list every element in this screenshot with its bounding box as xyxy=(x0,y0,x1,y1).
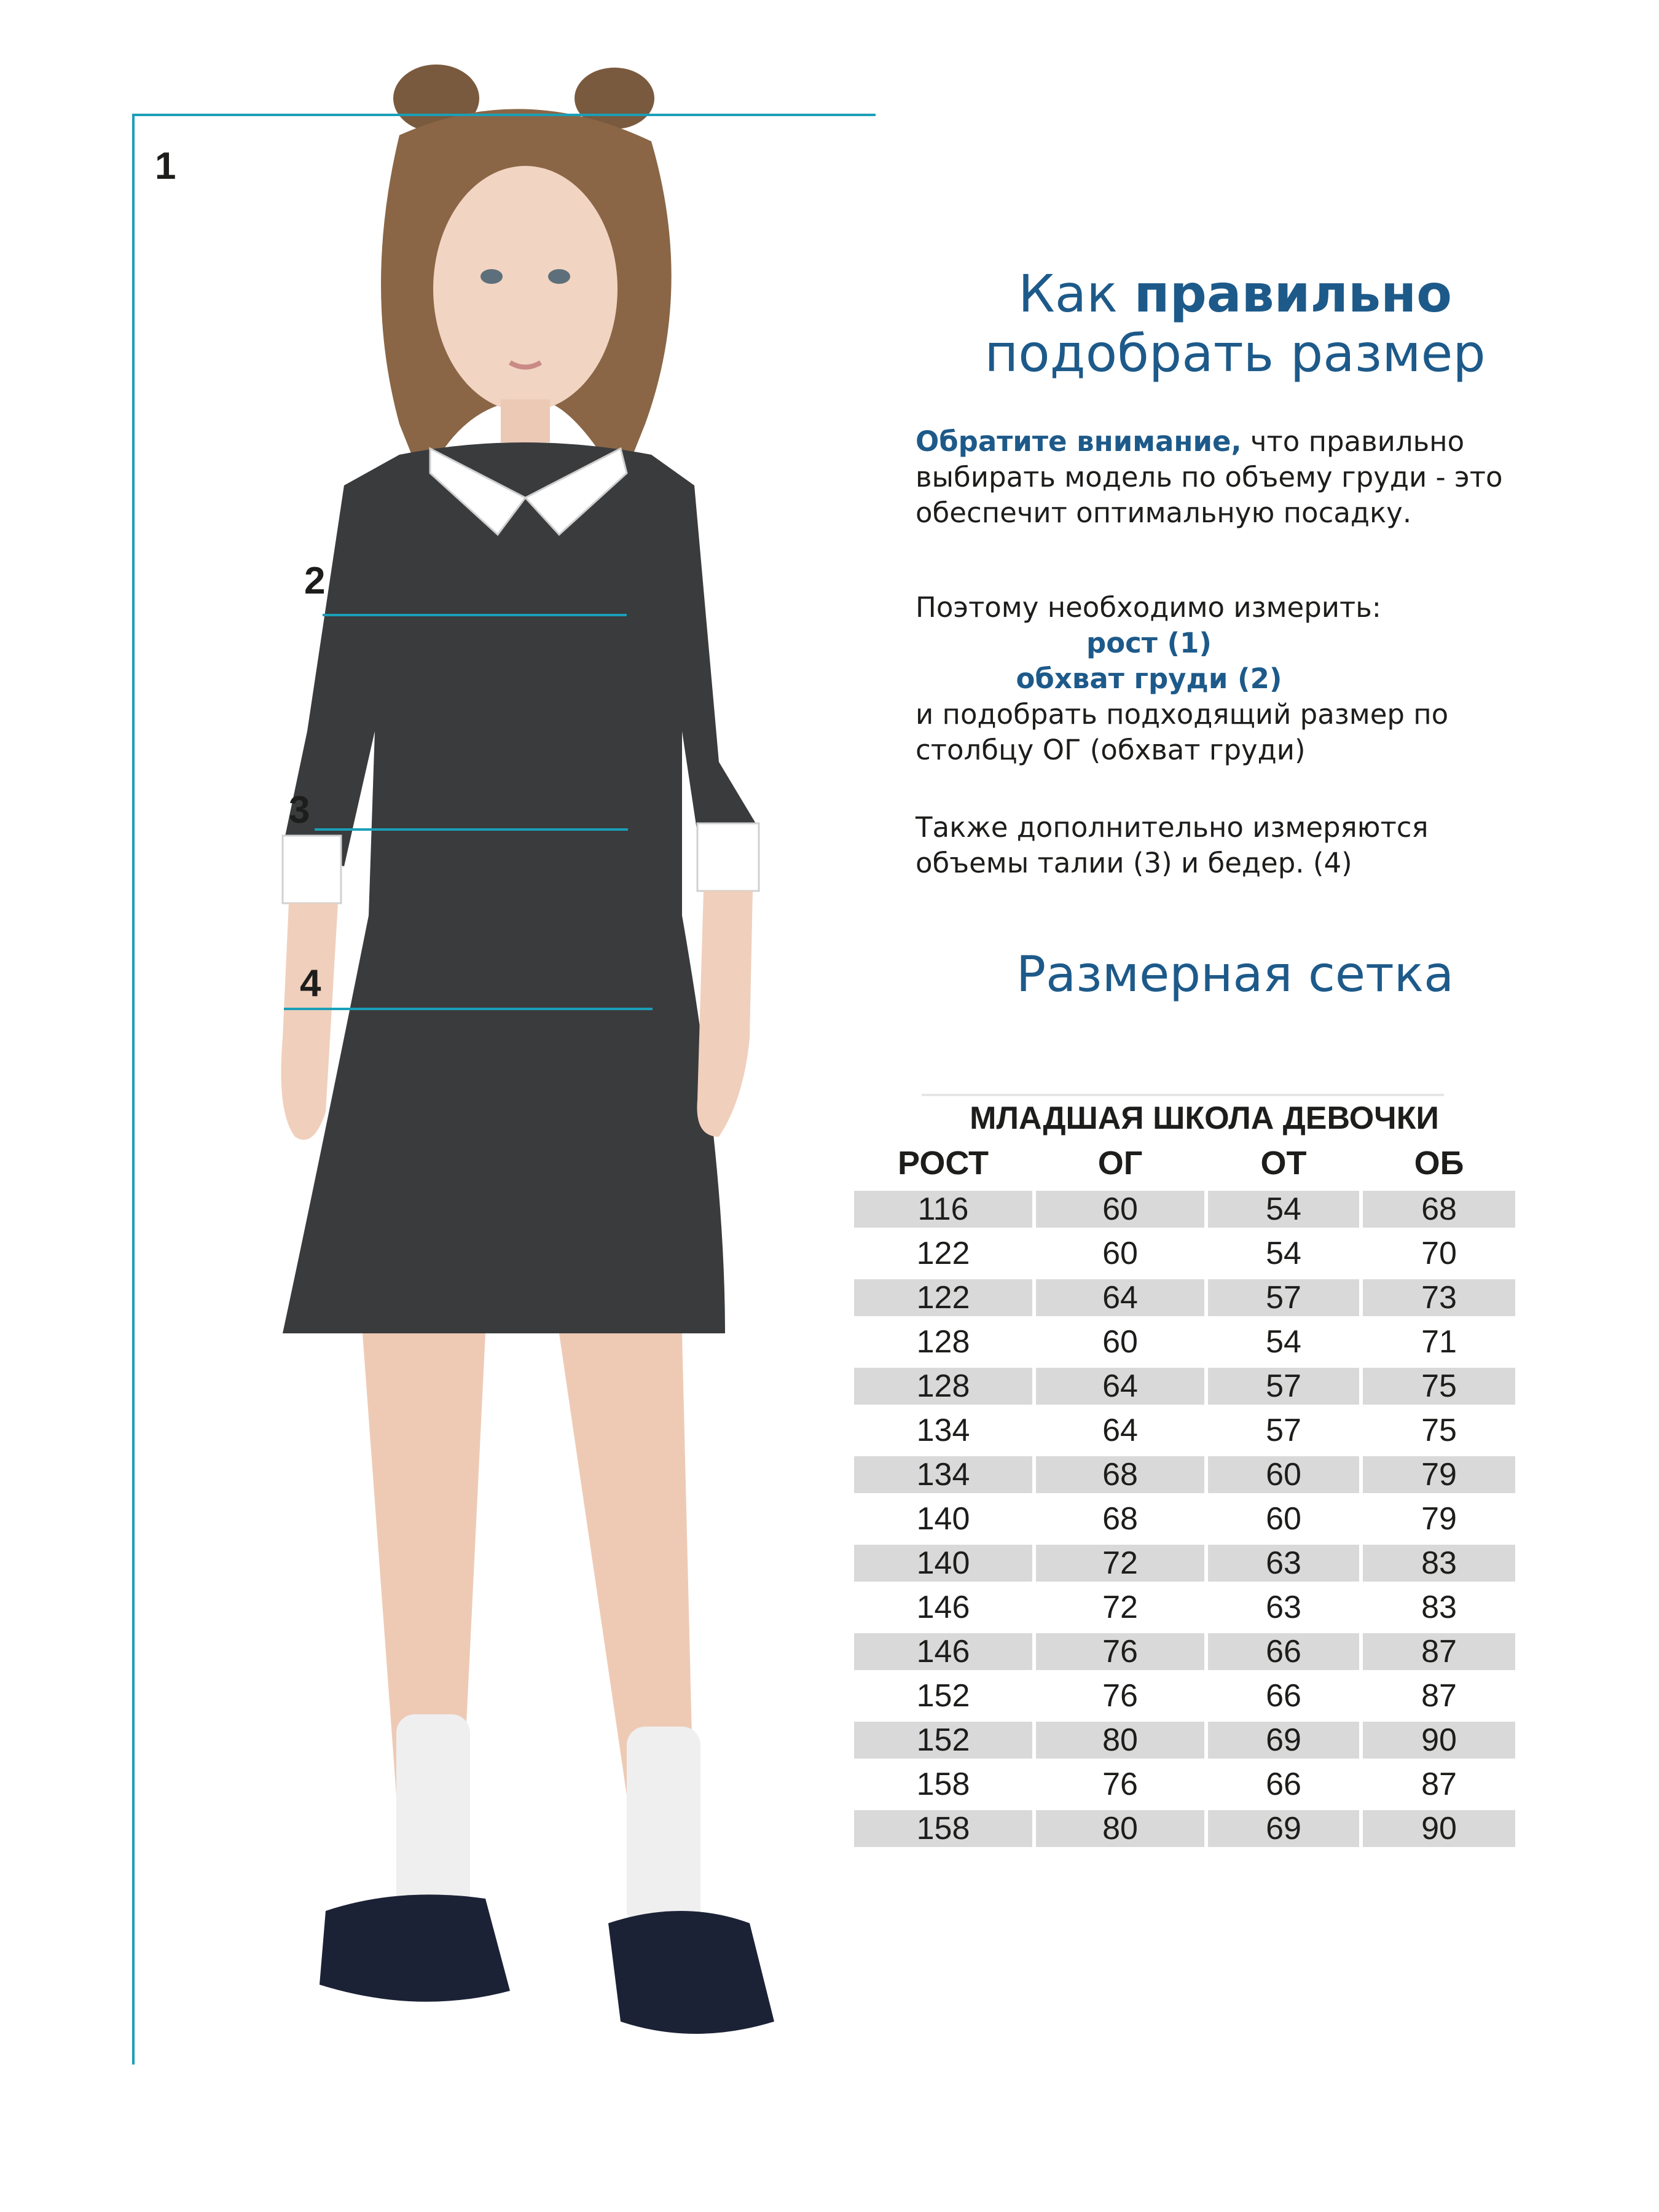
cell-chest: 68 xyxy=(1036,1456,1204,1493)
cell-chest: 60 xyxy=(1036,1191,1204,1228)
cell-height: 128 xyxy=(916,1324,970,1360)
cell-chest: 60 xyxy=(1102,1324,1138,1360)
cell-height: 122 xyxy=(854,1279,1032,1316)
column-header-waist: ОТ xyxy=(1260,1145,1307,1182)
measure-paragraph xyxy=(916,590,1469,768)
cell-hips: 90 xyxy=(1363,1810,1515,1847)
cell-hips: 70 xyxy=(1421,1236,1457,1271)
column-header-height: РОСТ xyxy=(898,1145,989,1182)
cell-waist: 66 xyxy=(1266,1678,1301,1714)
height-vertical-line xyxy=(132,114,135,2065)
size-table xyxy=(854,1191,1515,1854)
table-row xyxy=(854,1191,1515,1235)
table-row xyxy=(854,1456,1515,1500)
cell-chest: 64 xyxy=(1036,1279,1204,1316)
cell-waist: 54 xyxy=(1208,1191,1359,1228)
cell-hips: 79 xyxy=(1421,1501,1457,1537)
table-row xyxy=(854,1279,1515,1324)
measure-outro: и подобрать подходящий размер по столбцу ОГ (обхват груди) xyxy=(916,698,1449,766)
cell-waist: 57 xyxy=(1266,1413,1301,1448)
title-bold: правильно xyxy=(1134,264,1452,324)
table-row xyxy=(854,1324,1515,1368)
cell-chest: 80 xyxy=(1036,1810,1204,1847)
table-row xyxy=(854,1368,1515,1412)
cell-chest: 76 xyxy=(1102,1767,1138,1802)
table-row xyxy=(854,1677,1515,1722)
cell-chest: 76 xyxy=(1102,1678,1138,1714)
cell-height: 128 xyxy=(854,1368,1032,1405)
table-row xyxy=(854,1235,1515,1279)
cell-chest: 76 xyxy=(1036,1633,1204,1670)
title-regular: Как xyxy=(1018,264,1134,324)
cell-hips: 87 xyxy=(1421,1767,1457,1802)
cell-height: 158 xyxy=(916,1767,970,1802)
table-row xyxy=(854,1589,1515,1633)
size-grid-heading: Размерная сетка xyxy=(1016,946,1454,1003)
extra-text: Также дополнительно измеряются объемы талии (3) и бедер. (4) xyxy=(916,811,1429,879)
cell-waist: 57 xyxy=(1208,1279,1359,1316)
cell-height: 152 xyxy=(854,1722,1032,1759)
cell-hips: 87 xyxy=(1363,1633,1515,1670)
cell-hips: 75 xyxy=(1421,1413,1457,1448)
table-row xyxy=(854,1810,1515,1854)
column-header-chest: ОГ xyxy=(1097,1145,1143,1182)
note-text: что правильно выбирать модель по объему груди - это обеспечит оптимальную посадку. xyxy=(916,425,1503,529)
cell-chest: 72 xyxy=(1036,1545,1204,1582)
cell-height: 146 xyxy=(916,1590,970,1625)
cell-height: 146 xyxy=(854,1633,1032,1670)
table-row xyxy=(854,1500,1515,1545)
cell-chest: 68 xyxy=(1102,1501,1138,1537)
cell-waist: 54 xyxy=(1266,1324,1301,1360)
cell-height: 122 xyxy=(916,1236,970,1271)
cell-waist: 63 xyxy=(1266,1590,1301,1625)
table-row xyxy=(854,1545,1515,1589)
cell-chest: 64 xyxy=(1036,1368,1204,1405)
cell-height: 140 xyxy=(854,1545,1032,1582)
cell-hips: 71 xyxy=(1421,1324,1457,1360)
table-title: МЛАДШАЯ ШКОЛА ДЕВОЧКИ xyxy=(970,1100,1439,1136)
marker-hips: 4 xyxy=(300,962,321,1005)
page-title xyxy=(903,264,1567,383)
hips-line xyxy=(284,1008,653,1010)
table-title-rule xyxy=(922,1094,1444,1096)
cell-hips: 87 xyxy=(1421,1678,1457,1714)
cell-hips: 75 xyxy=(1363,1368,1515,1405)
cell-hips: 83 xyxy=(1421,1590,1457,1625)
cell-waist: 69 xyxy=(1208,1722,1359,1759)
waist-line xyxy=(315,828,628,831)
cell-waist: 66 xyxy=(1266,1767,1301,1802)
note-paragraph xyxy=(916,424,1512,531)
cell-hips: 68 xyxy=(1363,1191,1515,1228)
note-accent: Обратите внимание, xyxy=(916,425,1242,458)
cell-waist: 60 xyxy=(1208,1456,1359,1493)
title-line2: подобрать размер xyxy=(984,323,1486,383)
cell-chest: 64 xyxy=(1102,1413,1138,1448)
cell-height: 116 xyxy=(854,1191,1032,1228)
cell-hips: 83 xyxy=(1363,1545,1515,1582)
cell-chest: 72 xyxy=(1102,1590,1138,1625)
cell-height: 134 xyxy=(854,1456,1032,1493)
marker-height: 1 xyxy=(155,145,176,187)
chest-line xyxy=(323,614,627,616)
cell-height: 152 xyxy=(916,1678,970,1714)
cell-hips: 90 xyxy=(1363,1722,1515,1759)
marker-waist: 3 xyxy=(289,789,310,831)
cell-hips: 79 xyxy=(1363,1456,1515,1493)
cell-height: 140 xyxy=(916,1501,970,1537)
cell-waist: 54 xyxy=(1266,1236,1301,1271)
measure-chest: обхват груди (2) xyxy=(1016,662,1282,695)
table-row xyxy=(854,1412,1515,1456)
cell-hips: 73 xyxy=(1363,1279,1515,1316)
measure-height: рост (1) xyxy=(1086,627,1212,659)
table-row xyxy=(854,1633,1515,1677)
cell-waist: 57 xyxy=(1208,1368,1359,1405)
cell-waist: 66 xyxy=(1208,1633,1359,1670)
table-row xyxy=(854,1766,1515,1810)
cell-height: 158 xyxy=(854,1810,1032,1847)
cell-chest: 80 xyxy=(1036,1722,1204,1759)
extra-paragraph xyxy=(916,810,1481,881)
column-header-hips: ОБ xyxy=(1414,1145,1464,1182)
marker-chest: 2 xyxy=(304,560,326,602)
table-row xyxy=(854,1722,1515,1766)
height-top-line xyxy=(132,114,876,116)
cell-height: 134 xyxy=(916,1413,970,1448)
cell-waist: 69 xyxy=(1208,1810,1359,1847)
measure-intro: Поэтому необходимо измерить: xyxy=(916,591,1381,624)
cell-waist: 60 xyxy=(1266,1501,1301,1537)
cell-chest: 60 xyxy=(1102,1236,1138,1271)
cell-waist: 63 xyxy=(1208,1545,1359,1582)
model-photo xyxy=(141,55,897,2058)
